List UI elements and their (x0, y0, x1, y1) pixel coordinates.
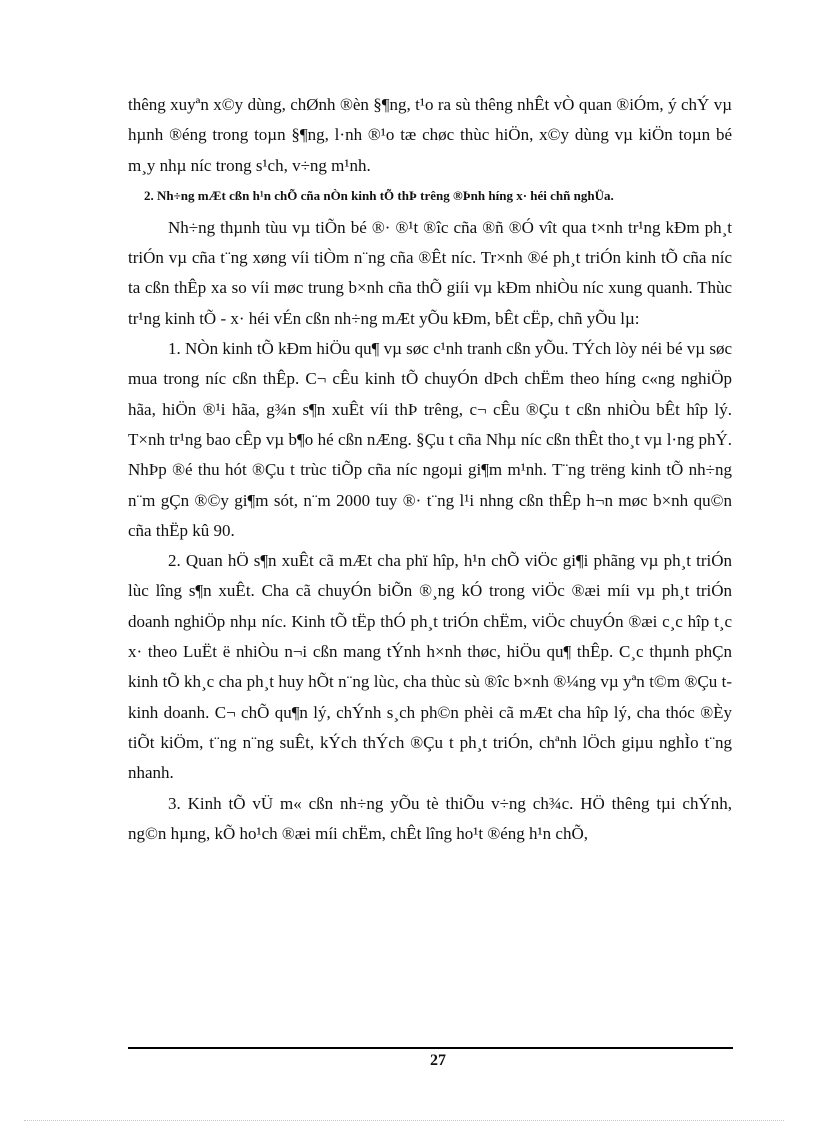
paragraph-point-1: 1. NÒn kinh tÕ kÐm hiÖu qu¶ vµ søc c¹nh tranh cßn yÕu. TÝch lòy néi bé vµ søc mua trong níc cßn thÊp. C¬ cÊu kinh tÕ chuyÓn dÞch chËm theo híng c«ng nghiÖp hãa, hiÖn ®¹i hãa, g¾n s¶n xuÊt víi thÞ trêng, c¬ cÊu ®Çu t cßn nhiÒu bÊt hîp lý. T×nh tr¹ng bao cÊp vµ b¶o hé cßn nÆng. §Çu t cña Nhµ níc cßn thÊt tho¸t vµ l·ng phÝ. NhÞp ®é thu hót ®Çu t trùc tiÕp cña níc ngoµi gi¶m m¹nh. T¨ng trëng kinh tÕ nh÷ng n¨m gÇn ®©y gi¶m sót, n¨m 2000 tuy ®· t¨ng l¹i nhng cßn thÊp h¬n møc b×nh qu©n cña thËp kû 90. (128, 339, 732, 540)
paragraph-point-3: 3. Kinh tÕ vÜ m« cßn nh÷ng yÕu tè thiÕu v÷ng ch¾c. HÖ thêng tµi chÝnh, ng©n hµng, kÕ ho¹ch ®æi míi chËm, chÊt lîng ho¹t ®éng h¹n chÕ, (128, 793, 732, 843)
paragraph-continuation: thêng xuyªn x©y dùng, chØnh ®èn §¶ng, t¹o ra sù thêng nhÊt vÒ quan ®iÓm, ý chÝ vµ hµnh ®éng trong toµn §¶ng, l·nh ®¹o tæ chøc thùc hiÖn, x©y dùng vµ kiÖn toµn bé m¸y nhµ níc trong s¹ch, v÷ng m¹nh. (128, 95, 732, 175)
section-heading: 2. Nh÷ng mÆt cßn h¹n chÕ cña nÒn kinh tÕ thÞ trêng ®Þnh híng x· héi chñ nghÜa. (144, 187, 614, 203)
paragraph-intro: Nh÷ng thµnh tùu vµ tiÕn bé ®· ®¹t ®îc cña ®ñ ®Ó vît qua t×nh tr¹ng kÐm ph¸t triÓn vµ cña t¨ng xøng víi tiÒm n¨ng cña ®Êt níc. Tr×nh ®é ph¸t triÓn kinh tÕ cña níc ta cßn thÊp xa so víi møc trung b×nh cña thÕ giíi vµ kÐm nhiÒu níc xung quanh. Thùc tr¹ng kinh tÕ - x· héi vÉn cßn nh÷ng mÆt yÕu kÐm, bÊt cËp, chñ yÕu lµ: (128, 217, 732, 328)
footer-rule (128, 1047, 733, 1049)
document-body (128, 90, 732, 849)
paragraph-point-2: 2. Quan hÖ s¶n xuÊt cã mÆt cha phï hîp, h¹n chÕ viÖc gi¶i phãng vµ ph¸t triÓn lùc lîng s¶n xuÊt. Cha cã chuyÓn biÕn ®¸ng kÓ trong viÖc ®æi míi vµ ph¸t triÓn doanh nghiÖp nhµ níc. Kinh tÕ tËp thÓ ph¸t triÓn chËm, viÖc chuyÓn ®æi c¸c hîp t¸c x· theo LuËt ë nhiÒu n¬i cßn mang tÝnh h×nh thøc, hiÖu qu¶ thÊp. C¸c thµnh phÇn kinh tÕ kh¸c cha ph¸t huy hÕt n¨ng lùc, cha thùc sù ®îc b×nh ®¼ng vµ yªn t©m ®Çu t kinh doanh. C¬ chÕ qu¶n lý, chÝnh s¸ch ph©n phèi cã mÆt cha hîp lý, cha thóc ®Èy tiÕt kiÖm, t¨ng n¨ng suÊt, kÝch thÝch ®Çu t ph¸t triÓn, chªnh lÖch giµu nghÌo t¨ng nhanh. (128, 551, 732, 783)
page-number: 27 (430, 1052, 446, 1069)
page-bottom-divider (24, 1120, 784, 1121)
